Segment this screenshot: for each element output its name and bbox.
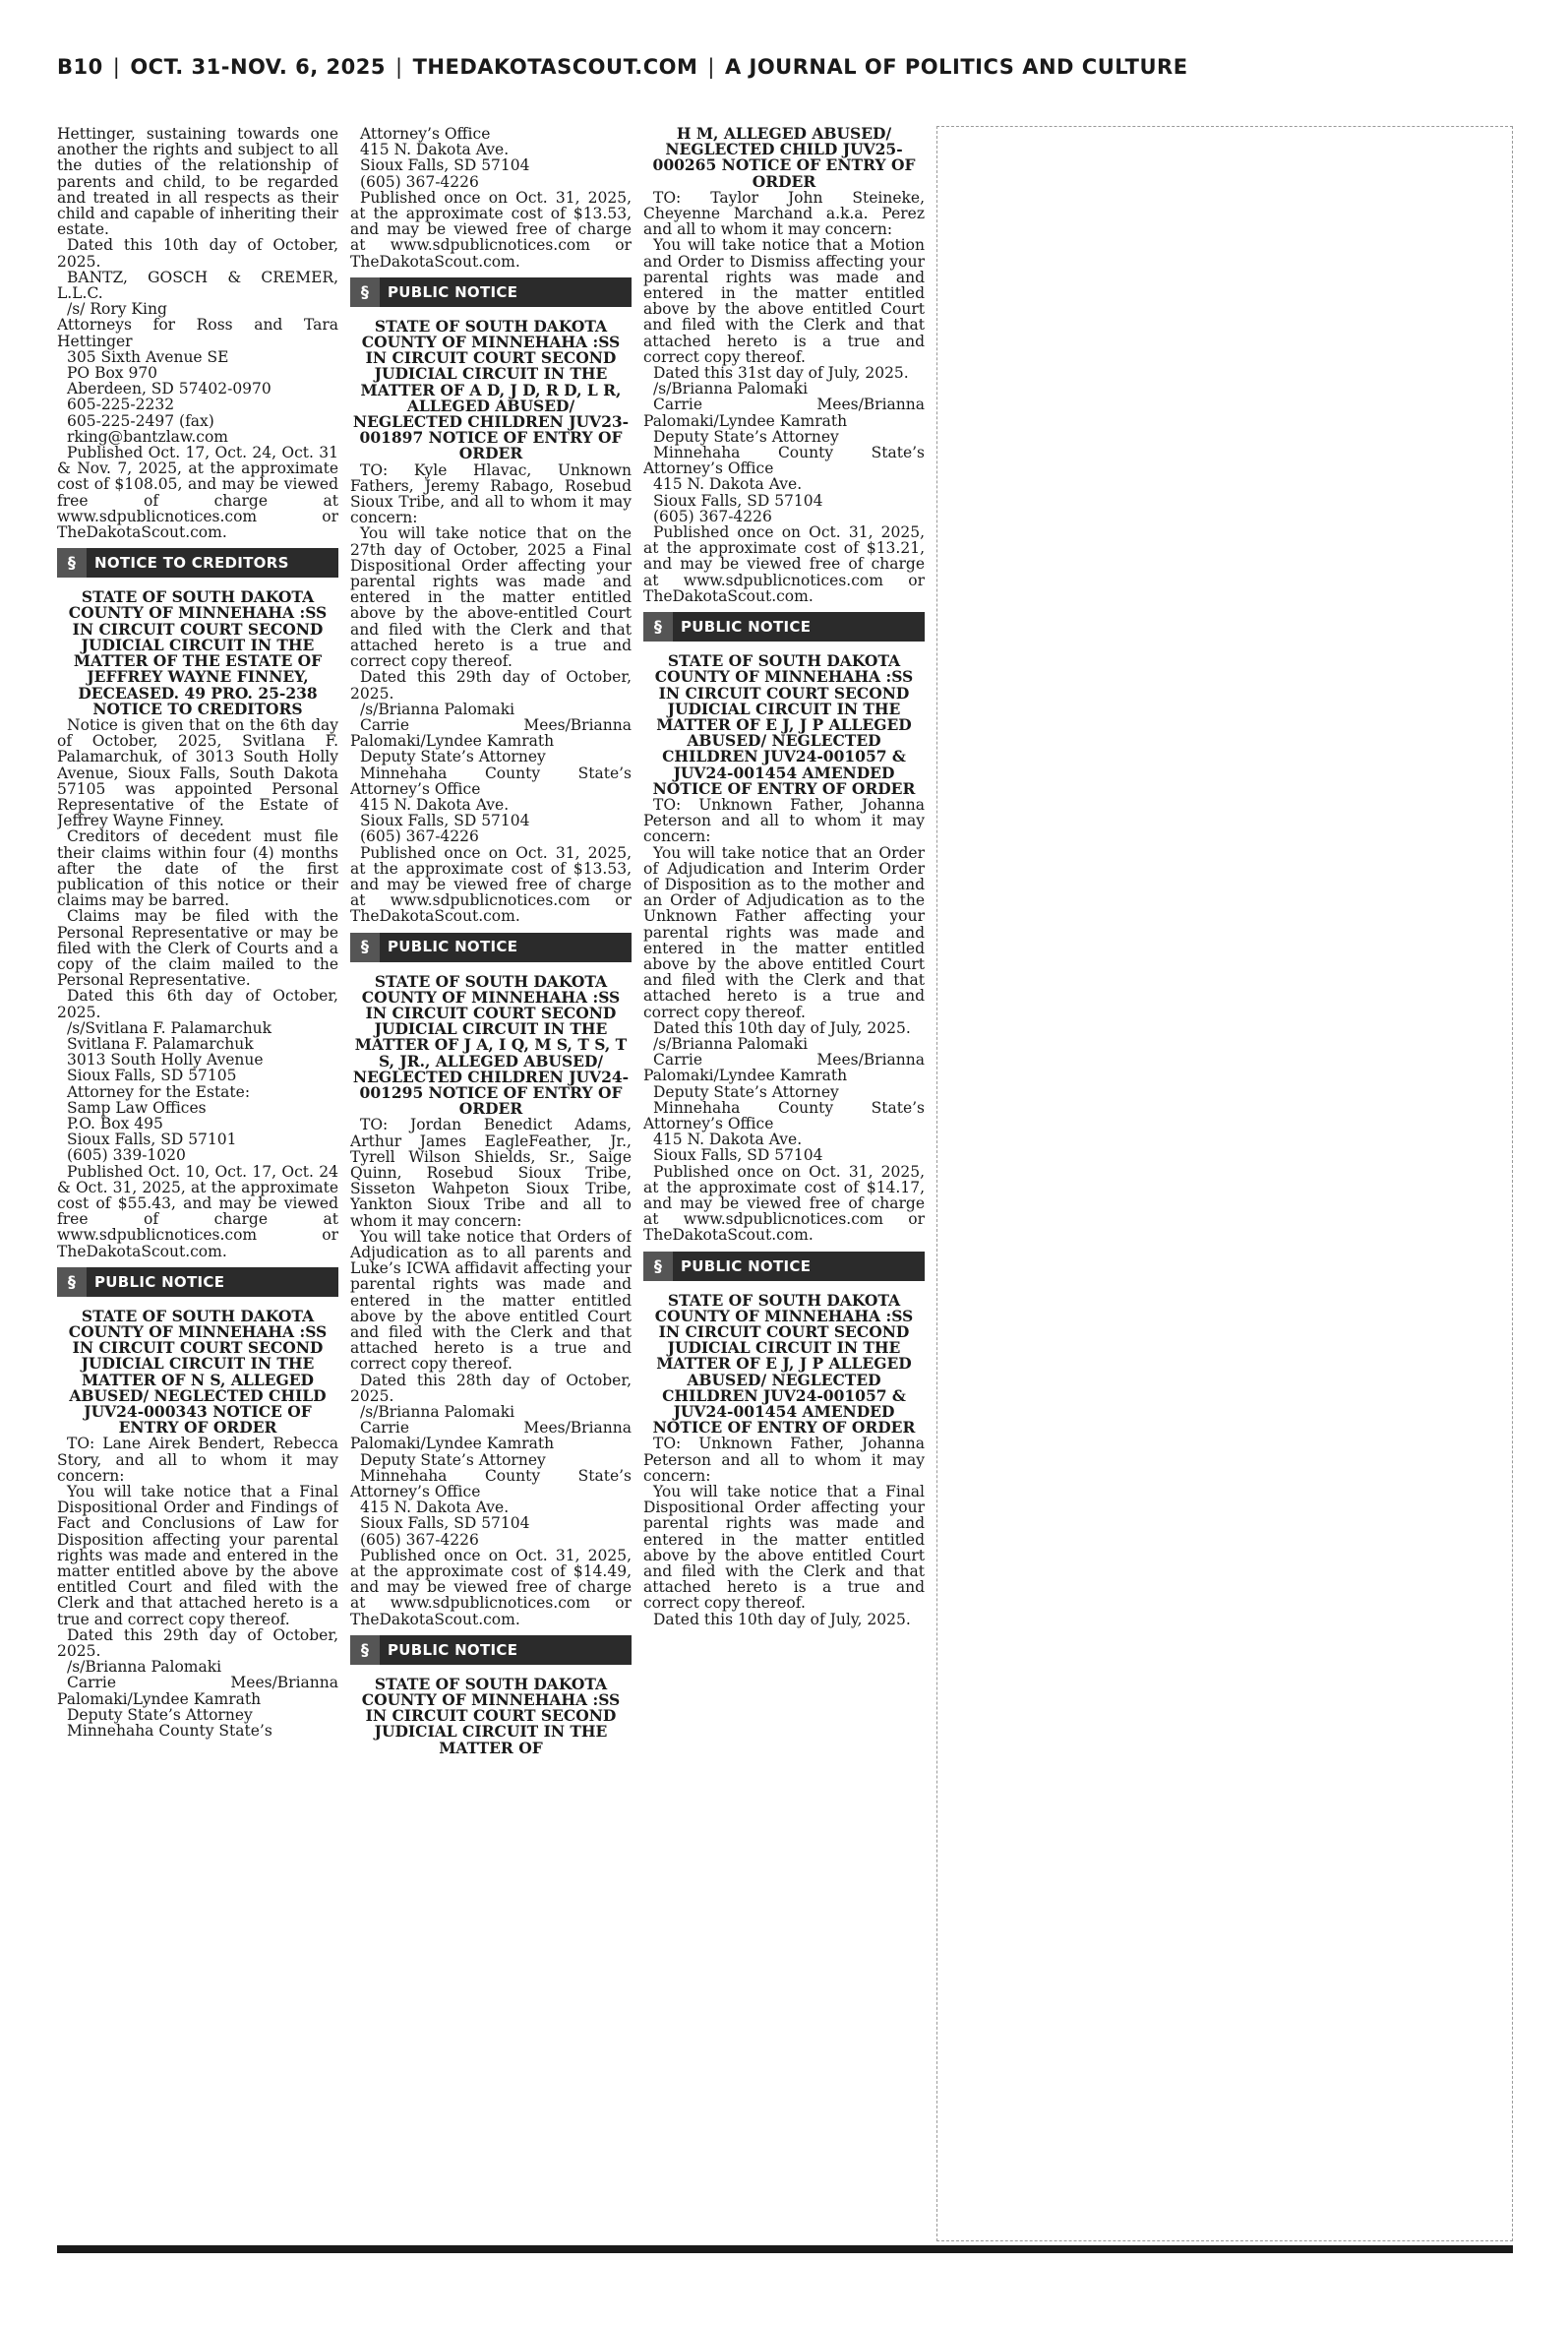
notice-paragraph: 415 N. Dakota Ave. [653,475,803,494]
notice-paragraph: Carrie Mees/Brianna Palomaki/Lyndee Kamrath [57,1674,338,1708]
section-badge [350,933,632,962]
section-badge [57,1267,338,1297]
notice-paragraph: Dated this 31st day of July, 2025. [653,364,909,383]
notice-paragraph: 605-225-2232 [67,396,175,414]
notice-paragraph: You will take notice that a Final Dispositional Order affecting your parental rights was made and entered in the matter entitled above by the above entitled Court and filed with the Clerk and that attached hereto is a true and correct copy thereof. [643,1483,925,1613]
notice-logo-icon: § [350,1635,380,1665]
notice-paragraph: Dated this 6th day of October, 2025. [57,987,338,1021]
notice-paragraph: You will take notice that Orders of Adjudication as to all parents and Luke’s ICWA affidavit affecting your parental rights was made and entered in the matter entitled above by the above entitled Court and filed with the Clerk and that attached hereto is a true and correct copy thereof. [350,1227,632,1374]
notice-paragraph: 415 N. Dakota Ave. [360,1499,510,1517]
notice-logo-icon: § [57,548,87,578]
notice-paragraph: Deputy State’s Attorney [360,1450,546,1469]
notice-caption: STATE OF SOUTH DAKOTA COUNTY OF MINNEHAHA :SS IN CIRCUIT COURT SECOND JUDICIAL CIRCUIT IN THE MATTER OF E J, J P ALLEGED ABUSED/ NEGLECTED CHILDREN JUV24-001057 & JUV24-001454 AMENDED NOTICE OF ENTRY OF ORDER [652,651,916,798]
notice-paragraph: Minnehaha County State’s Attorney’s Office [643,1098,925,1132]
notice-paragraph: Samp Law Offices [67,1098,207,1117]
notice-paragraph: Minnehaha County State’s Attorney’s Office [643,444,925,478]
page-number: B10 [57,55,103,79]
notice-paragraph: /s/Brianna Palomaki [653,380,809,398]
notice-paragraph: Dated this 10th day of October, 2025. [57,236,338,271]
notice-paragraph: TO: Unknown Father, Johanna Peterson and all to whom it may concern: [643,1435,925,1485]
notice-paragraph: Published once on Oct. 31, 2025, at the approximate cost of $13.53, and may be viewed free of charge at www.sdpublicnotices.com or TheDakotaScout.com. [350,188,632,271]
notice-paragraph: (605) 367-4226 [360,827,479,846]
notice-paragraph: Dated this 10th day of July, 2025. [653,1610,911,1628]
notice-caption: STATE OF SOUTH DAKOTA COUNTY OF MINNEHAHA :SS IN CIRCUIT COURT SECOND JUDICIAL CIRCUIT IN THE MATTER OF E J, J P ALLEGED ABUSED/ NEGLECTED CHILDREN JUV24-001057 & JUV24-001454 AMENDED NOTICE OF ENTRY OF ORDER [652,1290,916,1438]
notice-columns [57,126,1513,2241]
issue-dates: OCT. 31-NOV. 6, 2025 [130,55,386,79]
notice-paragraph: /s/Brianna Palomaki [67,1658,222,1677]
notice-paragraph: Dated this 28th day of October, 2025. [350,1371,632,1405]
notice-paragraph: Minnehaha County State’s Attorney’s Office [350,764,632,798]
notice-paragraph: /s/Brianna Palomaki [653,1034,809,1053]
section-badge-label: PUBLIC NOTICE [388,282,518,301]
notice-caption: STATE OF SOUTH DAKOTA COUNTY OF MINNEHAHA :SS IN CIRCUIT COURT SECOND JUDICIAL CIRCUIT IN THE MATTER OF A D, J D, R D, L R, ALLEGED ABUSED/ NEGLECTED CHILDREN JUV23-001897 NOTICE OF ENTRY OF ORDER [352,316,630,463]
notice-paragraph: (605) 339-1020 [67,1146,186,1165]
notice-paragraph: Minnehaha County State’s Attorney’s Office [350,1466,632,1501]
notice-paragraph: rking@bantzlaw.com [67,427,228,446]
notice-caption: STATE OF SOUTH DAKOTA COUNTY OF MINNEHAHA :SS IN CIRCUIT COURT SECOND JUDICIAL CIRCUIT IN THE MATTER OF J A, I Q, M S, T S, T S, JR., ALLEGED ABUSED/ NEGLECTED CHILDREN JUV24-001295 NOTICE OF ENTRY OF ORDER [352,971,630,1119]
notice-paragraph: 605-225-2497 (fax) [67,411,214,430]
column-3 [643,126,925,2241]
notice-paragraph: Creditors of decedent must file their claims within four (4) months after the date of the first publication of this notice or their claims may be barred. [57,827,338,910]
notice-paragraph: (605) 367-4226 [360,172,479,191]
notice-paragraph: Carrie Mees/Brianna Palomaki/Lyndee Kamrath [643,396,925,430]
notice-paragraph: Published once on Oct. 31, 2025, at the approximate cost of $13.53, and may be viewed free of charge at www.sdpublicnotices.com or TheDakotaScout.com. [350,843,632,926]
notice-paragraph: You will take notice that an Order of Adjudication and Interim Order of Disposition as to the mother and an Order of Adjudication as to the Unknown Father affecting your parental rights was made and entered in the matter entitled above by the above entitled Court and filed with the Clerk and that attached hereto is a true and correct copy thereof. [643,843,925,1021]
section-badge [350,1635,632,1665]
notice-paragraph: Dated this 29th day of October, 2025. [57,1625,338,1661]
notice-paragraph: Claims may be filed with the Personal Representative or may be filed with the Clerk of Courts and a copy of the claim mailed to the Personal Representative. [57,907,338,990]
notice-caption: H M, ALLEGED ABUSED/ NEGLECTED CHILD JUV25-000265 NOTICE OF ENTRY OF ORDER [652,126,916,191]
notice-paragraph: Sioux Falls, SD 57104 [653,1146,823,1165]
notice-paragraph: Dated this 10th day of July, 2025. [653,1018,911,1037]
notice-paragraph: Sioux Falls, SD 57104 [360,812,530,830]
notice-paragraph: TO: Unknown Father, Johanna Peterson and all to whom it may concern: [643,795,925,846]
notice-paragraph: Published once on Oct. 31, 2025, at the approximate cost of $14.17, and may be viewed free of charge at www.sdpublicnotices.com or TheDakotaScout.com. [643,1162,925,1245]
notice-paragraph: Carrie Mees/Brianna Palomaki/Lyndee Kamrath [350,1419,632,1453]
section-badge-label: NOTICE TO CREDITORS [94,554,289,573]
section-badge-label: PUBLIC NOTICE [681,1256,812,1275]
header-separator: | [395,55,403,79]
notice-caption: STATE OF SOUTH DAKOTA COUNTY OF MINNEHAHA :SS IN CIRCUIT COURT SECOND JUDICIAL CIRCUIT IN THE MATTER OF [361,1674,621,1757]
header-separator: | [112,55,121,79]
column-2 [350,126,632,2241]
notice-paragraph: Deputy State’s Attorney [653,1082,839,1101]
notice-paragraph: Published once on Oct. 31, 2025, at the approximate cost of $13.21, and may be viewed free of charge at www.sdpublicnotices.com or TheDakotaScout.com. [643,523,925,605]
section-badge [350,277,632,307]
notice-paragraph: Attorney for the Estate: [67,1082,251,1101]
notice-paragraph: Dated this 29th day of October, 2025. [350,668,632,703]
notice-paragraph: Aberdeen, SD 57402-0970 [67,380,271,398]
notice-paragraph: Deputy State’s Attorney [653,427,839,446]
section-badge-label: PUBLIC NOTICE [681,617,812,636]
notice-paragraph: Svitlana F. Palamarchuk [67,1034,254,1053]
notice-paragraph: PO Box 970 [67,364,158,383]
section-badge [643,612,925,642]
notice-paragraph: 415 N. Dakota Ave. [653,1131,803,1149]
tagline: A JOURNAL OF POLITICS AND CULTURE [724,55,1188,79]
notice-paragraph: TO: Kyle Hlavac, Unknown Fathers, Jeremy Rabago, Rosebud Sioux Tribe, and all to whom it may concern: [350,460,632,527]
notice-paragraph: You will take notice that a Motion and Order to Dismiss affecting your parental rights was made and entered in the matter entitled above by the above entitled Court and filed with the Clerk and that attached hereto is a true and correct copy thereof. [643,236,925,366]
notice-paragraph: TO: Jordan Benedict Adams, Arthur James EagleFeather, Jr., Tyrell Wilson Shields, Sr., Saige Quinn, Rosebud Sioux Tribe, Sisseton Wahpeton Sioux Tribe, Yankton Sioux Tribe and all to whom it may concern: [350,1116,632,1230]
notice-paragraph: Attorney’s Office [360,126,491,143]
section-badge [643,1252,925,1281]
bottom-rule [57,2245,1513,2253]
section-badge-label: PUBLIC NOTICE [388,938,518,956]
notice-paragraph: (605) 367-4226 [653,507,772,525]
notice-caption: STATE OF SOUTH DAKOTA COUNTY OF MINNEHAHA :SS IN CIRCUIT COURT SECOND JUDICIAL CIRCUIT IN THE MATTER OF THE ESTATE OF JEFFREY WAYNE FINNEY, DECEASED. 49 PRO. 25-238 NOTICE TO CREDITORS [68,587,328,718]
notice-paragraph: Published Oct. 17, Oct. 24, Oct. 31 & Nov. 7, 2025, at the approximate cost of $108.05, and may be viewed free of charge at www.sdpublicnotices.com or TheDakotaScout.com. [57,444,338,542]
notice-paragraph: Minnehaha County State’s [67,1722,272,1741]
notice-paragraph: Deputy State’s Attorney [67,1705,253,1724]
notice-paragraph: /s/ Rory King [67,300,167,319]
notice-paragraph: Published once on Oct. 31, 2025, at the approximate cost of $14.49, and may be viewed free of charge at www.sdpublicnotices.com or TheDakotaScout.com. [350,1546,632,1628]
notice-logo-icon: § [643,1252,673,1281]
notice-paragraph: Sioux Falls, SD 57101 [67,1131,237,1149]
site-name: THEDAKOTASCOUT.COM [412,55,698,79]
notice-logo-icon: § [350,933,380,962]
notice-paragraph: You will take notice that a Final Dispositional Order and Findings of Fact and Conclusions of Law for Disposition affecting your parental rights was made and entered in the matter entitled above by the above entitled Court and filed with the Clerk and that attached hereto is a true and correct copy thereof. [57,1483,338,1628]
section-badge-label: PUBLIC NOTICE [388,1640,518,1659]
notice-paragraph: (605) 367-4226 [360,1530,479,1549]
notice-paragraph: Sioux Falls, SD 57104 [653,491,823,510]
notice-paragraph: You will take notice that on the 27th day of October, 2025 a Final Dispositional Order affecting your parental rights was made and entered in the matter entitled above by the above-entitled Court and filed with the Clerk and that attached hereto is a true and correct copy thereof. [350,524,632,671]
notice-paragraph: BANTZ, GOSCH & CREMER, L.L.C. [57,268,338,303]
section-badge-label: PUBLIC NOTICE [94,1272,225,1291]
notice-paragraph: Sioux Falls, SD 57104 [360,156,530,175]
notice-paragraph: Carrie Mees/Brianna Palomaki/Lyndee Kamrath [350,715,632,751]
notice-paragraph: Attorneys for Ross and Tara Hettinger [57,316,338,350]
notice-paragraph: TO: Taylor John Steineke, Cheyenne Marchand a.k.a. Perez and all to whom it may concern: [643,188,925,239]
notice-paragraph: Carrie Mees/Brianna Palomaki/Lyndee Kamrath [643,1051,925,1085]
notice-paragraph: 415 N. Dakota Ave. [360,795,510,814]
notice-caption: STATE OF SOUTH DAKOTA COUNTY OF MINNEHAHA :SS IN CIRCUIT COURT SECOND JUDICIAL CIRCUIT IN THE MATTER OF N S, ALLEGED ABUSED/ NEGLECTED CHILD JUV24-000343 NOTICE OF ENTRY OF ORDER [68,1306,328,1438]
omitted-columns-placeholder [936,126,1513,2241]
notice-paragraph: Hettinger, sustaining towards one another the rights and subject to all the duties of the relationship of parents and child, to be regarded and treated in all respects as their child and capable of inheriting their estate. [57,126,338,239]
page-header [57,55,1513,85]
column-1 [57,126,338,2241]
notice-paragraph: /s/Brianna Palomaki [360,700,515,718]
notice-logo-icon: § [350,277,380,307]
notice-paragraph: P.O. Box 495 [67,1114,163,1132]
notice-logo-icon: § [643,612,673,642]
notice-paragraph: /s/Svitlana F. Palamarchuk [67,1018,272,1037]
notice-paragraph: 305 Sixth Avenue SE [67,347,229,366]
notice-paragraph: Sioux Falls, SD 57104 [360,1514,530,1533]
notice-paragraph: Deputy State’s Attorney [360,748,546,766]
section-badge [57,548,338,578]
notice-paragraph: Published Oct. 10, Oct. 17, Oct. 24 & Oct. 31, 2025, at the approximate cost of $55.43, and may be viewed free of charge at www.sdpublicnotices.com or TheDakotaScout.com. [57,1162,338,1260]
notice-paragraph: 415 N. Dakota Ave. [360,141,510,159]
notice-paragraph: TO: Lane Airek Bendert, Rebecca Story, and all to whom it may concern: [57,1435,338,1485]
header-separator: | [707,55,715,79]
notice-paragraph: Notice is given that on the 6th day of October, 2025, Svitlana F. Palamarchuk, of 3013 South Holly Avenue, Sioux Falls, South Dakota 57105 was appointed Personal Representative of the Estate of Jeffrey Wayne Finney. [57,715,338,830]
notice-logo-icon: § [57,1267,87,1297]
notice-paragraph: Sioux Falls, SD 57105 [67,1067,237,1085]
notice-paragraph: 3013 South Holly Avenue [67,1051,264,1070]
notice-paragraph: /s/Brianna Palomaki [360,1403,515,1422]
